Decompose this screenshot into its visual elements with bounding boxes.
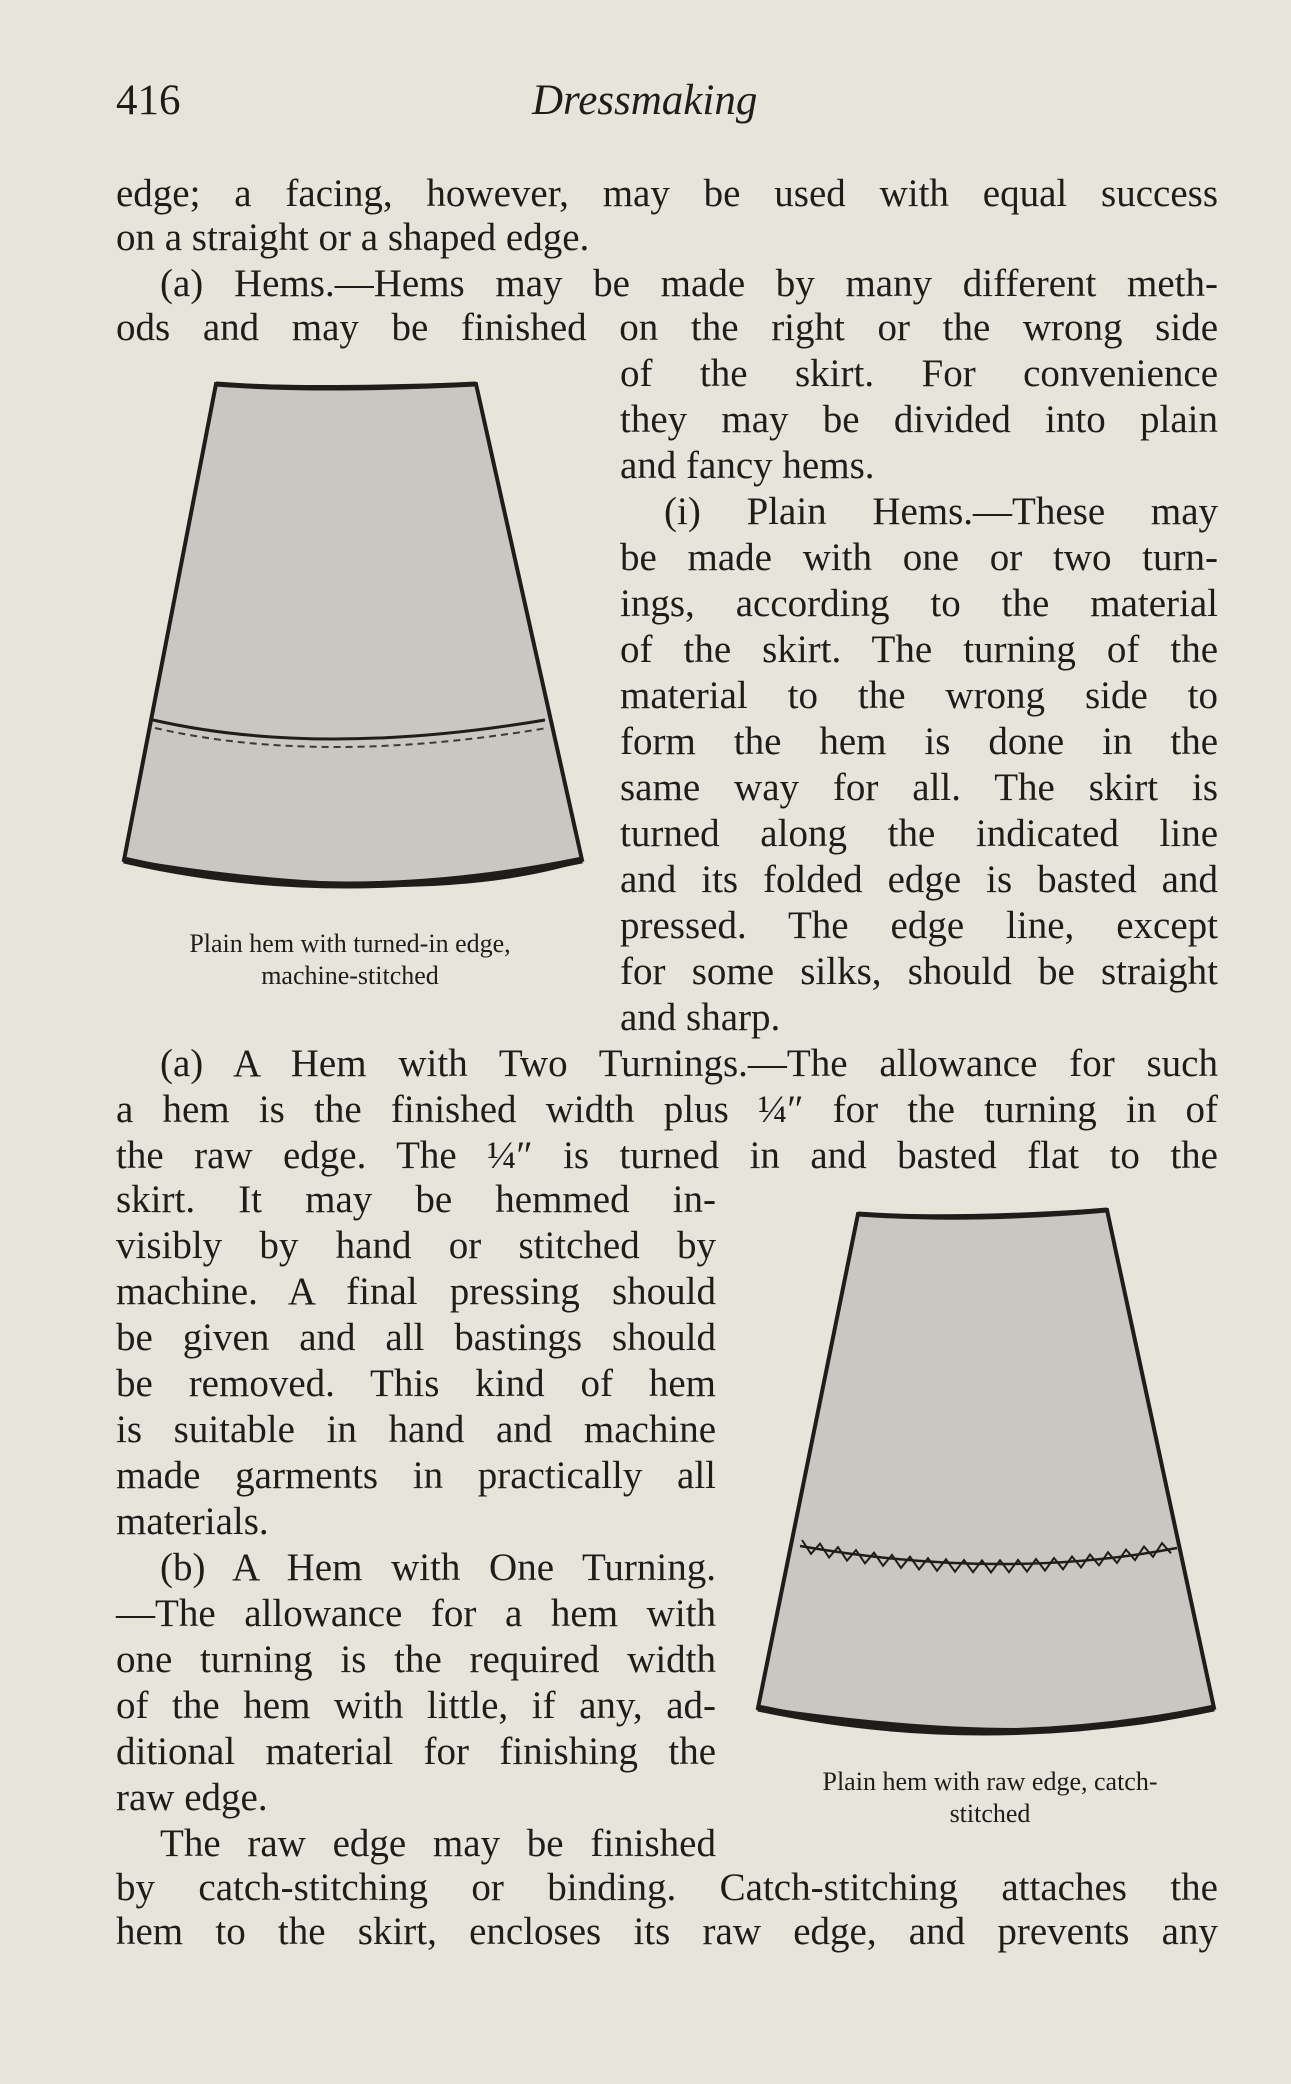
- page-number: 416: [116, 77, 181, 124]
- text-line: be made with one or two turn-: [620, 536, 1218, 579]
- text-line: (i) Plain Hems.—These may: [664, 490, 1218, 533]
- text-line: —The allowance for a hem with: [116, 1592, 716, 1635]
- text-line: a hem is the finished width plus ¼″ for the turning in of: [116, 1088, 1218, 1131]
- text-line: made garments in practically all: [116, 1454, 716, 1497]
- text-line: material to the wrong side to: [620, 674, 1218, 717]
- figure-caption: Plain hem with raw edge, catch- stitched: [822, 1767, 1158, 1828]
- skirt-figure-catch-stitched: [752, 1196, 1222, 1756]
- text-line: (a) Hems.—Hems may be made by many different meth-: [160, 262, 1218, 305]
- text-line: (b) A Hem with One Turning.: [160, 1546, 716, 1589]
- text-line: edge; a facing, however, may be used with equal success: [116, 172, 1218, 215]
- text-line: ditional material for finishing the: [116, 1730, 716, 1773]
- text-line: turned along the indicated line: [620, 812, 1218, 855]
- text-line: The raw edge may be finished: [160, 1822, 716, 1865]
- text-line: form the hem is done in the: [620, 720, 1218, 763]
- skirt-shape: [124, 384, 582, 885]
- text-line: is suitable in hand and machine: [116, 1408, 716, 1451]
- text-line: skirt. It may be hemmed in-: [116, 1178, 716, 1221]
- running-header: [116, 76, 1218, 136]
- skirt-figure-machine-stitched: [120, 370, 590, 910]
- text-line: and fancy hems.: [620, 444, 875, 487]
- text-line: and its folded edge is basted and: [620, 858, 1218, 901]
- text-line: same way for all. The skirt is: [620, 766, 1218, 809]
- text-line: pressed. The edge line, except: [620, 904, 1218, 947]
- text-line: be removed. This kind of hem: [116, 1362, 716, 1405]
- skirt-shape: [758, 1210, 1214, 1730]
- running-title: Dressmaking: [532, 77, 758, 124]
- text-line: ods and may be finished on the right or the wrong side: [116, 306, 1218, 349]
- figure-caption: Plain hem with turned-in edge, machine-stitched: [189, 929, 511, 990]
- text-line: materials.: [116, 1500, 269, 1543]
- text-line: of the skirt. For convenience: [620, 352, 1218, 395]
- text-line: for some silks, should be straight: [620, 950, 1218, 993]
- text-line: visibly by hand or stitched by: [116, 1224, 716, 1267]
- text-line: on a straight or a shaped edge.: [116, 216, 590, 259]
- text-line: one turning is the required width: [116, 1638, 716, 1681]
- text-line: and sharp.: [620, 996, 781, 1039]
- text-line: be given and all bastings should: [116, 1316, 716, 1359]
- text-line: (a) A Hem with Two Turnings.—The allowance for such: [160, 1042, 1218, 1085]
- text-line: ings, according to the material: [620, 582, 1218, 625]
- text-line: machine. A final pressing should: [116, 1270, 716, 1313]
- text-line: by catch-stitching or binding. Catch-stitching attaches the: [116, 1866, 1218, 1909]
- text-line: of the hem with little, if any, ad-: [116, 1684, 716, 1727]
- text-line: hem to the skirt, encloses its raw edge, and prevents any: [116, 1910, 1218, 1953]
- text-line: of the skirt. The turning of the: [620, 628, 1218, 671]
- text-line: raw edge.: [116, 1776, 268, 1819]
- text-line: they may be divided into plain: [620, 398, 1218, 441]
- text-line: the raw edge. The ¼″ is turned in and basted flat to the: [116, 1134, 1218, 1177]
